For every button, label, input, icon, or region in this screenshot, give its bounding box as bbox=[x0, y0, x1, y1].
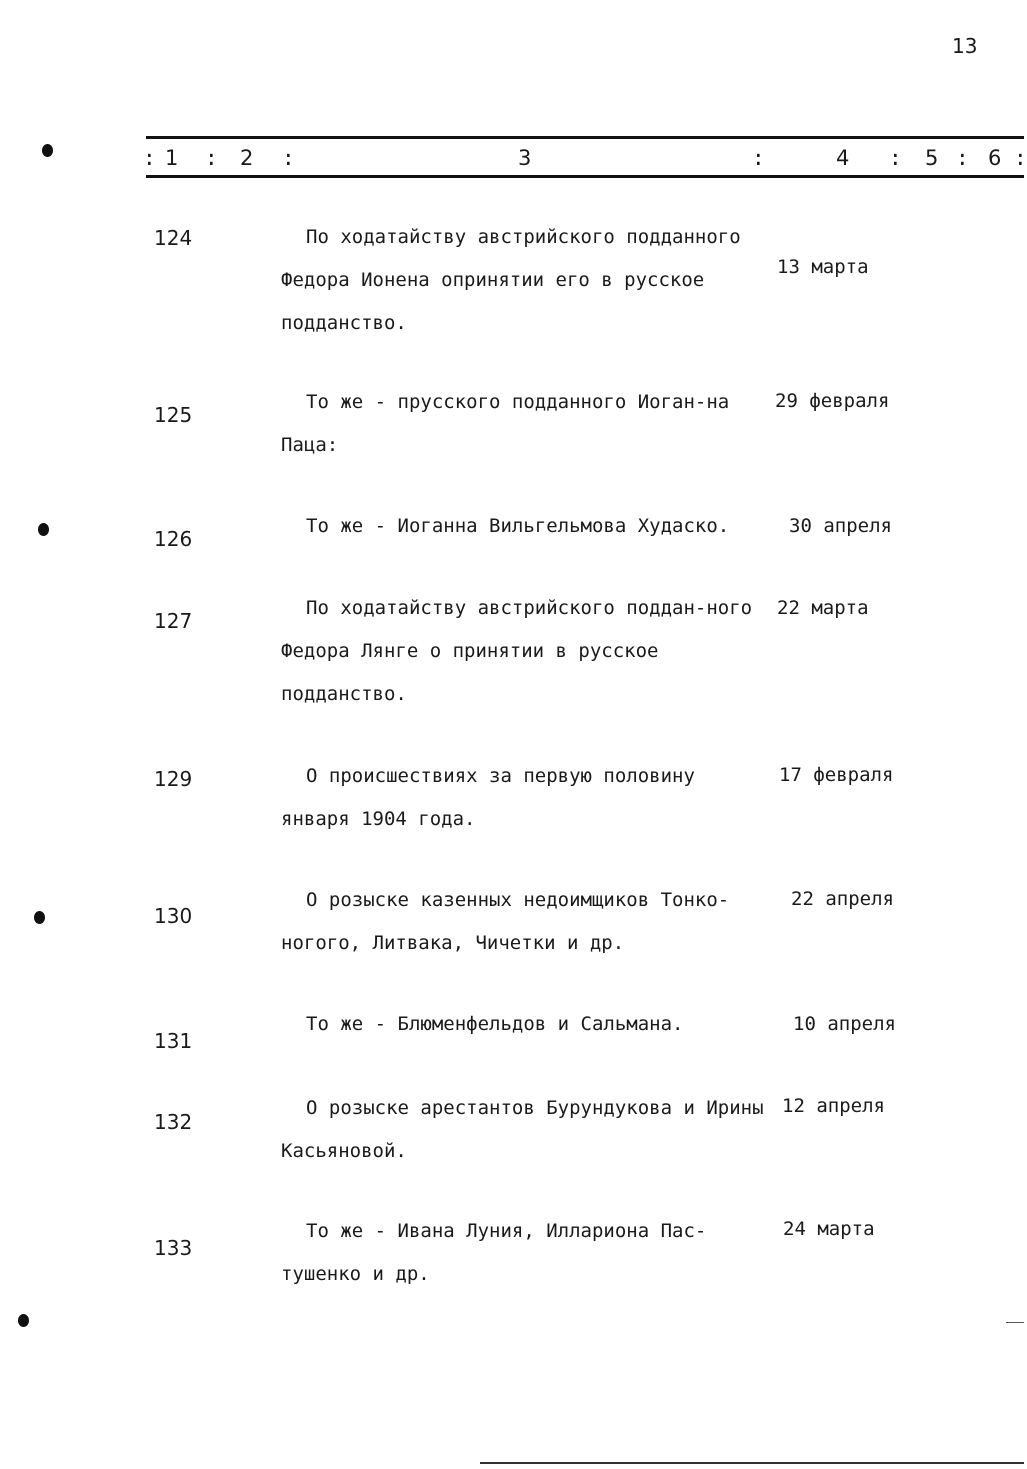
column-header-1: 1 bbox=[165, 146, 179, 170]
entry-number: 124 bbox=[154, 226, 193, 250]
entry-title: То же - Иоганна Вильгельмова Худаско. bbox=[306, 515, 730, 537]
entry-title: О розыске арестантов Бурундукова и Ирины Касьяновой. bbox=[281, 1097, 764, 1162]
binder-hole-mark bbox=[18, 1314, 29, 1327]
entry-date: 13 марта bbox=[777, 256, 869, 278]
entry-number: 126 bbox=[154, 527, 193, 551]
column-separator: : bbox=[889, 146, 902, 170]
bottom-rule bbox=[480, 1462, 1024, 1464]
column-header-4: 4 bbox=[836, 146, 850, 170]
entry-number: 132 bbox=[154, 1110, 193, 1134]
column-separator: : bbox=[143, 146, 156, 170]
entry-date: 22 марта bbox=[777, 597, 869, 619]
column-separator: : bbox=[205, 146, 218, 170]
entry-date: 29 февраля bbox=[775, 390, 890, 412]
binder-hole-mark bbox=[42, 144, 53, 157]
entry-number: 130 bbox=[154, 904, 193, 928]
entry-title: То же - Ивана Луния, Иллариона Пас-тушенко и др. bbox=[281, 1220, 707, 1285]
column-header-2: 2 bbox=[240, 146, 254, 170]
column-header-row bbox=[0, 146, 1027, 172]
entry-number: 127 bbox=[154, 609, 193, 633]
entry-number: 129 bbox=[154, 767, 193, 791]
column-separator: : bbox=[1014, 146, 1027, 170]
page-number: 13 bbox=[952, 34, 978, 58]
entry-title: О розыске казенных недоимщиков Тонко-ногого, Литвака, Чичетки и др. bbox=[281, 889, 730, 954]
entry-title: По ходатайству австрийского поддан-ного Федора Лянге о принятии в русское подданство. bbox=[281, 597, 753, 705]
entry-date: 12 апреля bbox=[782, 1095, 885, 1117]
entry-title: То же - прусского подданного Иоган-на Паца: bbox=[281, 391, 730, 456]
entry-date: 30 апреля bbox=[789, 515, 892, 537]
entry-title: По ходатайству австрийского подданного Федора Ионена опринятии его в русское подданство. bbox=[281, 226, 741, 334]
entry-title: О происшествиях за первую половину января 1904 года. bbox=[281, 765, 695, 830]
header-rule-top bbox=[146, 136, 1024, 139]
entry-date: 24 марта bbox=[783, 1218, 875, 1240]
binder-hole-mark bbox=[34, 911, 45, 924]
column-header-3: 3 bbox=[518, 146, 532, 170]
entry-date: 22 апреля bbox=[791, 888, 894, 910]
binder-hole-mark bbox=[38, 523, 49, 536]
entry-number: 131 bbox=[154, 1029, 193, 1053]
edge-mark bbox=[1006, 1322, 1024, 1323]
entry-number: 133 bbox=[154, 1236, 193, 1260]
column-separator: : bbox=[282, 146, 295, 170]
entry-date: 10 апреля bbox=[793, 1013, 896, 1035]
header-rule-bottom bbox=[146, 175, 1024, 178]
entry-date: 17 февраля bbox=[779, 764, 894, 786]
entry-title: То же - Блюменфельдов и Сальмана. bbox=[306, 1013, 684, 1035]
column-separator: : bbox=[956, 146, 969, 170]
column-separator: : bbox=[752, 146, 765, 170]
column-header-6: 6 bbox=[988, 146, 1002, 170]
column-header-5: 5 bbox=[925, 146, 939, 170]
entry-number: 125 bbox=[154, 403, 193, 427]
